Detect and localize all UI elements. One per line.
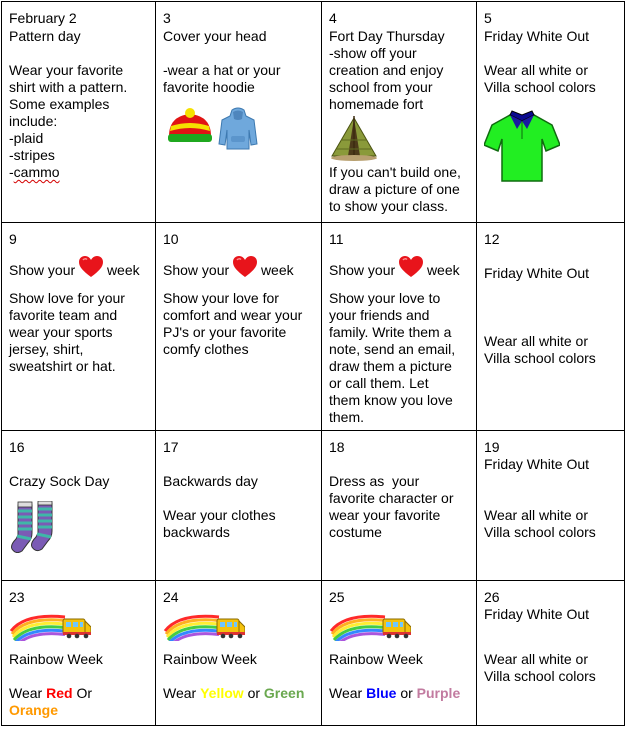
day-text: Villa school colors — [484, 668, 596, 684]
day-number: 10 — [163, 231, 179, 247]
day-number: 17 — [163, 439, 179, 455]
joiner: or — [247, 685, 261, 701]
rainbow-train-icon — [329, 613, 411, 641]
wear-prefix: Wear — [163, 685, 197, 701]
day-text: Wear all white or — [484, 507, 589, 523]
day-cell — [477, 2, 625, 223]
day-text: costume — [329, 524, 382, 540]
day-heading — [163, 256, 294, 279]
day-title: Pattern day — [9, 28, 81, 44]
color-name: Orange — [9, 702, 59, 718]
day-text: wear your sports — [9, 324, 113, 340]
day-number: 9 — [9, 231, 17, 247]
day-text: shirt with a pattern. — [9, 79, 128, 95]
striped-socks-icon — [8, 501, 64, 553]
day-text: include: — [9, 113, 58, 129]
week-row — [2, 2, 625, 223]
day-text: your friends and — [329, 307, 430, 323]
color-name: Purple — [416, 685, 461, 701]
day-text: Wear all white or — [484, 333, 589, 349]
day-text: -cammo — [9, 164, 60, 180]
day-text: backwards — [163, 524, 230, 540]
day-text: If you can't build one, — [329, 164, 461, 180]
day-title: Fort Day Thursday — [329, 28, 445, 44]
day-text: sweatshirt or hat. — [9, 358, 116, 374]
wear-line — [329, 685, 460, 702]
day-text: Show your love for — [163, 290, 279, 306]
week-row — [2, 431, 625, 581]
wear-line — [9, 685, 92, 702]
day-cell — [2, 581, 156, 726]
day-cell — [156, 581, 322, 726]
day-text: favorite character or — [329, 490, 454, 506]
wear-prefix: Wear — [9, 685, 43, 701]
color-name: Green — [263, 685, 305, 701]
day-text: comfy clothes — [163, 341, 249, 357]
day-text: -plaid — [9, 130, 44, 146]
day-number: 25 — [329, 589, 345, 605]
day-text: comfort and wear your — [163, 307, 303, 323]
day-cell — [477, 223, 625, 431]
day-text: Show love for your — [9, 290, 125, 306]
day-title: Friday White Out — [484, 265, 590, 281]
heading-text: week — [426, 262, 460, 278]
polo-shirt-icon — [484, 109, 560, 185]
day-cell — [2, 2, 156, 223]
day-title: Friday White Out — [484, 28, 590, 44]
day-text: note, send an email, — [329, 341, 456, 357]
day-text: Show your love to — [329, 290, 441, 306]
joiner: or — [400, 685, 413, 701]
day-cell — [477, 431, 625, 581]
day-text: -stripes — [9, 147, 55, 163]
day-number: 19 — [484, 439, 500, 455]
day-text: family. Write them a — [329, 324, 452, 340]
day-text: jersey, shirt, — [9, 341, 84, 357]
day-text: favorite hoodie — [163, 79, 255, 95]
day-date: February 2 — [9, 10, 77, 26]
rainbow-train-icon — [163, 613, 245, 641]
day-number: 24 — [163, 589, 179, 605]
heading-text: Show your — [9, 262, 76, 278]
day-text: Villa school colors — [484, 79, 596, 95]
heart-icon — [399, 256, 423, 278]
day-text: school from your — [329, 79, 433, 95]
day-title: Rainbow Week — [163, 651, 257, 667]
heading-text: Show your — [163, 262, 230, 278]
day-number: 12 — [484, 231, 500, 247]
day-number: 4 — [329, 10, 337, 26]
day-number: 26 — [484, 589, 500, 605]
heading-text: week — [106, 262, 140, 278]
winter-hat-icon — [165, 108, 215, 144]
day-cell — [156, 223, 322, 431]
day-text: Some examples — [9, 96, 110, 112]
heart-icon — [79, 256, 103, 278]
color-name: Blue — [366, 685, 397, 701]
day-heading — [9, 256, 140, 279]
color-name: Red — [46, 685, 73, 701]
day-number: 16 — [9, 439, 25, 455]
day-number: 11 — [329, 231, 344, 247]
day-text: favorite team and — [9, 307, 118, 323]
day-cell — [156, 431, 322, 581]
heart-icon — [233, 256, 257, 278]
heading-text: Show your — [329, 262, 396, 278]
day-cell — [2, 431, 156, 581]
day-title: Friday White Out — [484, 606, 590, 622]
color-name: Yellow — [200, 685, 244, 701]
week-row — [2, 581, 625, 726]
day-title: Friday White Out — [484, 456, 590, 472]
calendar-table — [1, 1, 625, 726]
day-text: wear your favorite — [329, 507, 441, 523]
day-title: Cover your head — [163, 28, 267, 44]
hoodie-icon — [218, 106, 258, 150]
day-text: -wear a hat or your — [163, 62, 281, 78]
day-title: Rainbow Week — [9, 651, 103, 667]
day-cell — [156, 2, 322, 223]
rainbow-train-icon — [9, 613, 91, 641]
day-text: Wear your clothes — [163, 507, 276, 523]
day-cell — [2, 223, 156, 431]
day-cell — [322, 431, 477, 581]
week-row — [2, 223, 625, 431]
day-number: 18 — [329, 439, 345, 455]
day-text: homemade fort — [329, 96, 424, 112]
day-text: draw them a picture — [329, 358, 452, 374]
day-text: or call them. Let — [329, 375, 429, 391]
day-heading — [329, 256, 460, 279]
wear-prefix: Wear — [329, 685, 363, 701]
day-number: 3 — [163, 10, 171, 26]
day-text: Wear all white or — [484, 651, 589, 667]
day-text: creation and enjoy — [329, 62, 444, 78]
day-cell — [477, 581, 625, 726]
day-text: Villa school colors — [484, 524, 596, 540]
day-number: 23 — [9, 589, 25, 605]
day-text: to show your class. — [329, 198, 449, 214]
day-title: Rainbow Week — [329, 651, 423, 667]
heading-text: week — [260, 262, 294, 278]
day-text: them. — [329, 409, 365, 425]
day-title: Backwards day — [163, 473, 258, 489]
day-text: Wear all white or — [484, 62, 589, 78]
day-cell — [322, 581, 477, 726]
day-text: PJ's or your favorite — [163, 324, 287, 340]
tent-fort-icon — [330, 114, 378, 162]
day-text: Dress as your — [329, 473, 420, 489]
day-text: them know you love — [329, 392, 453, 408]
day-number: 5 — [484, 10, 492, 26]
joiner: Or — [76, 685, 92, 701]
wear-line — [163, 685, 304, 702]
day-title: Crazy Sock Day — [9, 473, 110, 489]
day-text: Villa school colors — [484, 350, 596, 366]
day-text: -show off your — [329, 45, 417, 61]
day-cell — [322, 223, 477, 431]
day-text: draw a picture of one — [329, 181, 460, 197]
misspelled-word: cammo — [13, 164, 60, 180]
day-cell — [322, 2, 477, 223]
day-text: Wear your favorite — [9, 62, 124, 78]
